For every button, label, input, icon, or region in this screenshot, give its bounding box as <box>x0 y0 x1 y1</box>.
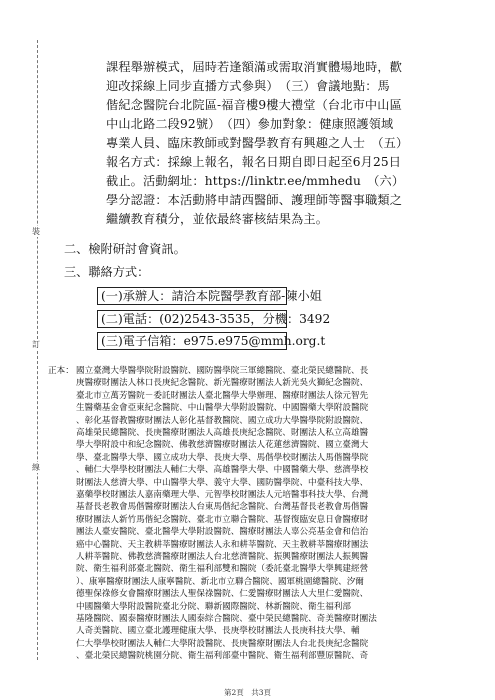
distribution-line: 高雄榮民總醫院、長庚醫療財團法人高雄長庚紀念醫院、財團法人私立高雄醫 <box>76 428 369 438</box>
distribution-line: 療財團法人新竹馬偕紀念醫院、臺北市立聯合醫院、基督復臨安息日會醫療財 <box>76 514 369 525</box>
body-line: 學分認證：本活動將申請西醫師、護理師等醫事職類之 <box>106 193 403 207</box>
distribution-line: 、彰化基督教醫療財團法人彰化基督教醫院、國立成功大學醫學院附設醫院、 <box>76 415 369 426</box>
page-number: 第2頁 共3頁 <box>223 688 272 697</box>
distribution-line: 基督長老教會馬偕醫療財團法人台東馬偕紀念醫院、台灣基督長老教會馬偕醫 <box>76 502 369 513</box>
distribution-line: 、輔仁大學學校財團法人輔仁大學、高雄醫學大學、中國醫藥大學、慈濟學校 <box>76 465 369 476</box>
distribution-line: 人耕莘醫院、佛教慈濟醫療財團法人台北慈濟醫院、振興醫療財團法人振興醫 <box>76 552 369 562</box>
body-line: 中山北路二段92號） （四）參加對象：健康照護領域 <box>106 117 394 131</box>
distribution-line: 嘉藥學校財團法人嘉南藥理大學、元智學校財團法人元培醫事科技大學、台灣 <box>76 490 369 500</box>
body-line: 截止。活動網址：https://linktr.ee/mmhedu （六） <box>106 174 405 188</box>
binding-line <box>37 40 38 660</box>
distribution-line: 院、衛生福利部臺北醫院、衛生福利部雙和醫院（委託臺北醫學大學興建經營 <box>76 564 369 575</box>
distribution-line: 學、臺北醫學大學、國立成功大學、長庚大學、馬偕學校財團法人馬偕醫學院 <box>76 452 369 463</box>
body-line: 報名方式：採線上報名，報名日期自即日起至6月25日 <box>106 155 402 169</box>
distribution-line: 癌中心醫院、天主教耕莘醫療財團法人永和耕莘醫院、天主教耕莘醫療財團法 <box>76 539 369 550</box>
contact-email: (三)電子信箱：e975.e975@mmh.org.t <box>101 334 326 348</box>
distribution-line: 生醫藥基金會亞東紀念醫院、中山醫學大學附設醫院、中國醫藥大學附設醫院 <box>76 403 369 414</box>
distribution-line: 仁大學學校財團法人輔仁大學附設醫院、長庚醫療財團法人台北長庚紀念醫院 <box>76 638 369 649</box>
distribution-line: 基隆醫院、國泰醫療財團法人國泰綜合醫院、臺中榮民總醫院、奇美醫療財團法 <box>76 614 377 624</box>
body-line: 偕紀念醫院台北院區-福音樓9樓大禮堂（台北市中山區 <box>106 98 402 112</box>
distribution-line: 中國醫藥大學附設醫院臺北分院、聯新國際醫院、林新醫院、衛生福利部 <box>76 601 352 612</box>
distribution-line: 德聖保祿修女會醫療財團法人聖保祿醫院、仁愛醫療財團法人大里仁愛醫院、 <box>76 589 369 600</box>
body-line: 迎改採線上同步直播方式參與） （三）會議地點：馬 <box>106 79 390 93</box>
distribution-line: 庚醫療財團法人林口長庚紀念醫院、新光醫療財團法人新光吳火獅紀念醫院、 <box>76 378 369 389</box>
contact-person: (一)承辦人：請洽本院醫學教育部-陳小姐 <box>101 289 322 303</box>
binding-mark-bottom: 線 <box>32 463 40 472</box>
distribution-label: 正本： <box>48 366 74 376</box>
binding-mark-mid: 訂 <box>32 340 40 349</box>
distribution-line: 團法人臺安醫院、臺北醫學大學附設醫院、醫療財團法人辜公亮基金會和信治 <box>76 527 369 538</box>
distribution-line: 人奇美醫院、國立臺北護理健康大學、長庚學校財團法人長庚科技大學、輔 <box>76 626 360 637</box>
body-line: 專業人員、臨床教師或對醫學教育有興趣之人士 （五） <box>106 136 409 150</box>
distribution-line: 學大學附設中和紀念醫院、佛教慈濟醫療財團法人花蓮慈濟醫院、國立臺灣大 <box>76 440 369 451</box>
item-two: 二、檢附研討會資訊。 <box>64 242 186 256</box>
distribution-line: ）、康寧醫療財團法人康寧醫院、新北市立聯合醫院、國軍桃園總醫院、汐爾 <box>76 576 364 587</box>
contact-phone: (二)電話：(02)2543-3535，分機：3492 <box>101 312 331 326</box>
distribution-line: 國立臺灣大學醫學院附設醫院、國防醫學院三軍總醫院、臺北榮民總醫院、長 <box>76 366 369 376</box>
binding-mark-top: 裝 <box>32 227 40 236</box>
distribution-line: 、臺北榮民總醫院桃園分院、衛生福利部臺中醫院、衛生福利部豐原醫院、奇 <box>76 651 369 662</box>
distribution-line: 臺北市立萬芳醫院－委託財團法人臺北醫學大學辦理、醫療財團法人徐元智先 <box>76 390 369 401</box>
distribution-line: 財團法人慈濟大學、中山醫學大學、義守大學、國防醫學院、中臺科技大學、 <box>76 477 369 488</box>
item-three: 三、聯絡方式： <box>64 265 150 279</box>
body-line: 課程舉辦模式，屆時若逢額滿或需取消實體場地時，歡 <box>106 60 403 74</box>
body-line: 繼續教育積分，並依最終審核結果為主。 <box>106 212 329 226</box>
